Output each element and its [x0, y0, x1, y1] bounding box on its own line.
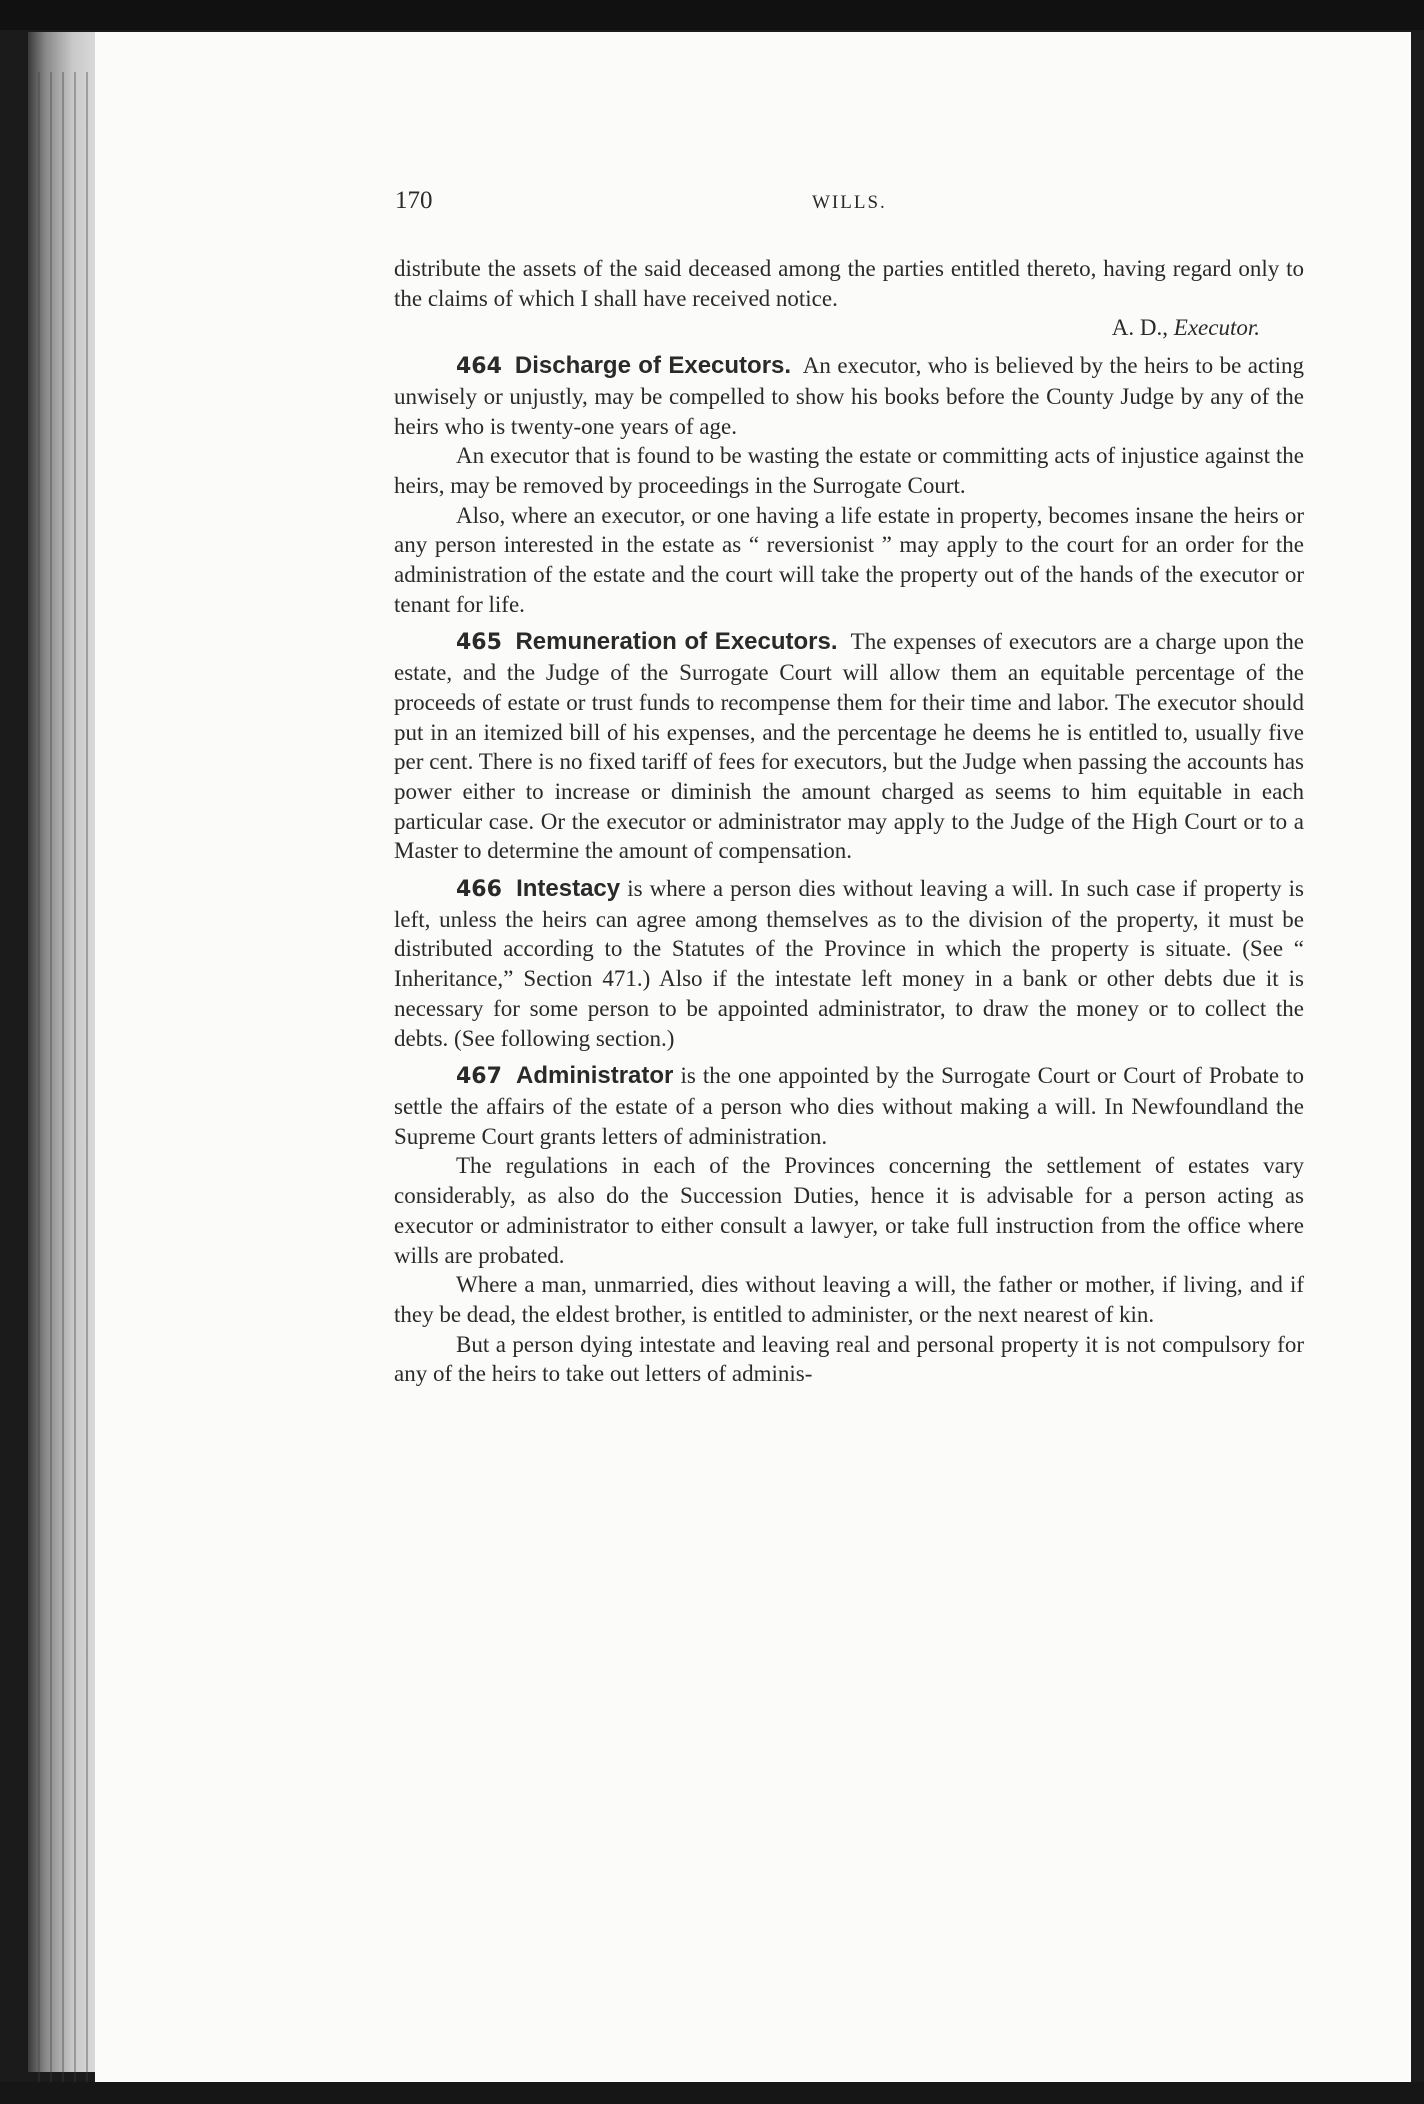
section-title: Intestacy — [516, 875, 621, 903]
running-title: WILLS. — [812, 192, 887, 213]
section-465 — [394, 627, 1304, 866]
section-paragraph: Also, where an executor, or one having a life estate in property, becomes insane the heirs or any person interested in the estate as “ reversionist ” may apply to the court for an order for the administration of the estate and the court will take the property out of the hands of the executor or tenant for life. — [394, 502, 1304, 617]
page-edge-line — [74, 72, 76, 2082]
section-number: 467 — [456, 1064, 502, 1090]
section-text: is where a person dies without leaving a will. In such case if property is left, unless the heirs can agree among themselves as to the division of the property, it must be distributed according to the Statutes of the Province in which the property is situate. (See “ Inheritance,” Section 471.) Also if the intestate left money in a bank or other debts due it is necessary for some person to be appointed administrator, to draw the money or to collect the debts. (See following section.) — [394, 876, 1305, 1051]
section-text: is the one appointed by the Surrogate Court or Court of Probate to settle the affairs of the estate of a person who dies without making a will. In Newfoundland the Supreme Court grants letters of administration. — [394, 1063, 1305, 1149]
section-title: Discharge of Executors. — [514, 352, 792, 380]
section-paragraph — [394, 351, 1304, 441]
section-text: The expenses of executors are a charge upon the estate, and the Judge of the Surrogate Court will allow them an equitable percentage of the proceeds of estate or trust funds to recompense them for their time and labor. The executor should put in an itemized bill of his expenses, and the percentage he deems he is entitled to, usually five per cent. There is no fixed tariff of fees for executors, but the Judge when passing the accounts has power either to increase or diminish the amount charged as seems to him equitable in each particular case. Or the executor or administrator may apply to the Judge of the High Court or to a Master to determine the amount of compensation. — [394, 629, 1305, 864]
section-paragraph: Where a man, unmarried, dies without leaving a will, the father or mother, if living, and if they be dead, the eldest brother, is entitled to administer, or the next nearest of kin. — [394, 1272, 1304, 1327]
intro-paragraph: distribute the assets of the said deceased among the parties entitled thereto, having regard only to the claims of which I shall have received notice. — [394, 256, 1304, 311]
scan-bottom-border — [0, 2082, 1424, 2104]
section-title: Administrator — [516, 1062, 674, 1090]
section-text: An executor, who is believed by the heirs to be acting unwisely or unjustly, may be compelled to show his books before the County Judge by any of the heirs who is twenty-one years of age. — [394, 353, 1305, 439]
section-paragraph: The regulations in each of the Provinces concerning the settlement of estates vary considerably, as also do the Succession Duties, hence it is advisable for a person acting as executor or administrator to either consult a lawyer, or take full instruction from the office where wills are probated. — [394, 1153, 1304, 1268]
scan-top-border — [0, 0, 1424, 30]
section-number: 465 — [456, 630, 502, 656]
section-paragraph — [394, 1061, 1304, 1151]
page-edge-line — [62, 72, 64, 2082]
page-edge-line — [38, 72, 40, 2082]
section-466 — [394, 874, 1304, 1053]
page-number: 170 — [395, 187, 433, 214]
body-text — [394, 254, 1304, 1389]
section-title: Remuneration of Executors. — [515, 628, 838, 656]
section-paragraph — [394, 874, 1304, 1053]
page-edge-line — [86, 72, 88, 2082]
running-head — [297, 186, 1307, 236]
signature-line — [394, 313, 1304, 343]
section-paragraph: An executor that is found to be wasting the estate or committing acts of injustice against the heirs, may be removed by proceedings in the Surrogate Court. — [394, 443, 1304, 498]
signature-role: Executor. — [1173, 315, 1260, 341]
signature-name: A. D., — [1111, 315, 1174, 341]
section-number: 466 — [456, 877, 502, 903]
section-number: 464 — [456, 354, 502, 380]
section-paragraph: But a person dying intestate and leaving real and personal property it is not compulsory for any of the heirs to take out letters of adminis- — [394, 1331, 1304, 1387]
section-464 — [394, 351, 1304, 619]
page-content — [297, 186, 1307, 1387]
section-467 — [394, 1061, 1304, 1389]
page-edge-line — [50, 72, 52, 2082]
section-paragraph — [394, 627, 1304, 866]
